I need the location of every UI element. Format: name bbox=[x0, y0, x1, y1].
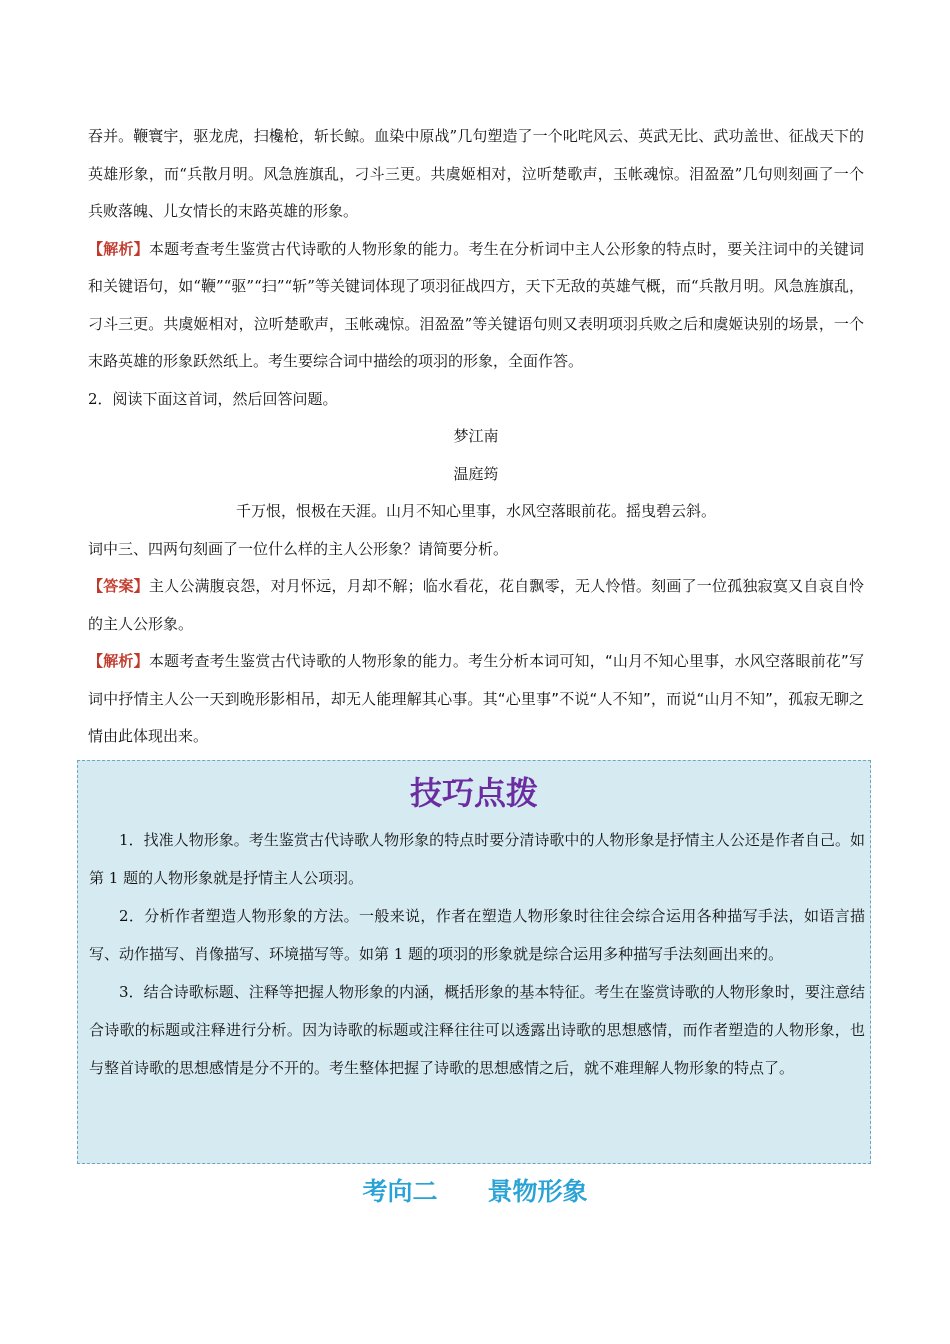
answer-2 bbox=[88, 568, 864, 643]
poem-title: 梦江南 bbox=[453, 427, 499, 445]
analysis-text: 本题考查考生鉴赏古代诗歌的人物形象的能力。考生分析本词可知，“山月不知心里事，水风空落眼前花”写词中抒情主人公一天到晚形影相吊，却无人能理解其心事。其“心里事”不说“人不知”，而说“山月不知”，孤寂无聊之情由此体现出来。 bbox=[88, 652, 864, 745]
question-2-prompt: 词中三、四两句刻画了一位什么样的主人公形象？请简要分析。 bbox=[88, 539, 509, 558]
section-heading: 考向二 景物形象 bbox=[362, 1177, 588, 1206]
analysis-tag: 【解析】 bbox=[88, 239, 149, 258]
tips-title: 技巧点拨 bbox=[409, 774, 538, 812]
analysis-text: 本题考查考生鉴赏古代诗歌的人物形象的能力。考生在分析词中主人公形象的特点时，要关注词中的关键词和关键语句，如“鞭”“驱”“扫”“斩”等关键词体现了项羽征战四方，天下无敌的英雄气概，而“兵散月明。风急旌旗乱，刁斗三更。共虞姬相对，泣听楚歌声，玉帐魂惊。泪盈盈”等关键语句则又表明项羽兵败之后和虞姬诀别的场景，一个末路英雄的形象跃然纸上。考生要综合词中描绘的项羽的形象，全面作答。 bbox=[88, 239, 864, 370]
tip-item-3: 3．结合诗歌标题、注释等把握人物形象的内涵，概括形象的基本特征。考生在鉴赏诗歌的人物形象时，要注意结合诗歌的标题或注释进行分析。因为诗歌的标题或注释往往可以透露出诗歌的思想感情，而作者塑造的人物形象，也与整首诗歌的思想感情是分不开的。考生整体把握了诗歌的思想感情之后，就不难理解人物形象的特点了。 bbox=[89, 983, 865, 1077]
paragraph-intro: 吞并。鞭寰宇，驱龙虎，扫欃枪，斩长鲸。血染中原战”几句塑造了一个叱咤风云、英武无比、武功盖世、征战天下的英雄形象，而“兵散月明。风急旌旗乱，刁斗三更。共虞姬相对，泣听楚歌声，玉帐魂惊。泪盈盈”几句则刻画了一个兵败落魄、儿女情长的末路英雄的形象。 bbox=[88, 127, 864, 220]
question-2-intro: 2．阅读下面这首词，然后回答问题。 bbox=[88, 389, 338, 408]
answer-tag: 【答案】 bbox=[88, 577, 149, 595]
document-body bbox=[88, 118, 864, 756]
tips-box bbox=[77, 760, 871, 1164]
analysis-2 bbox=[88, 643, 864, 756]
poem-text: 千万恨，恨极在天涯。山月不知心里事，水风空落眼前花。摇曳碧云斜。 bbox=[235, 502, 716, 520]
analysis-1 bbox=[88, 231, 864, 381]
tip-item-1: 1．找准人物形象。考生鉴赏古代诗歌人物形象的特点时要分清诗歌中的人物形象是抒情主人公还是作者自己。如第 1 题的人物形象就是抒情主人公项羽。 bbox=[89, 831, 865, 887]
tips-body bbox=[89, 821, 865, 1087]
tip-item-2: 2．分析作者塑造人物形象的方法。一般来说，作者在塑造人物形象时往往会综合运用各种描写手法，如语言描写、动作描写、肖像描写、环境描写等。如第 1 题的项羽的形象就是综合运用多种描写手法刻画出来的。 bbox=[89, 907, 865, 963]
answer-text: 主人公满腹哀怨，对月怀远，月却不解；临水看花，花自飘零，无人怜惜。刻画了一位孤独寂寞又自哀自怜的主人公形象。 bbox=[88, 577, 864, 633]
poem-author: 温庭筠 bbox=[453, 464, 499, 483]
analysis-tag: 【解析】 bbox=[88, 652, 149, 670]
